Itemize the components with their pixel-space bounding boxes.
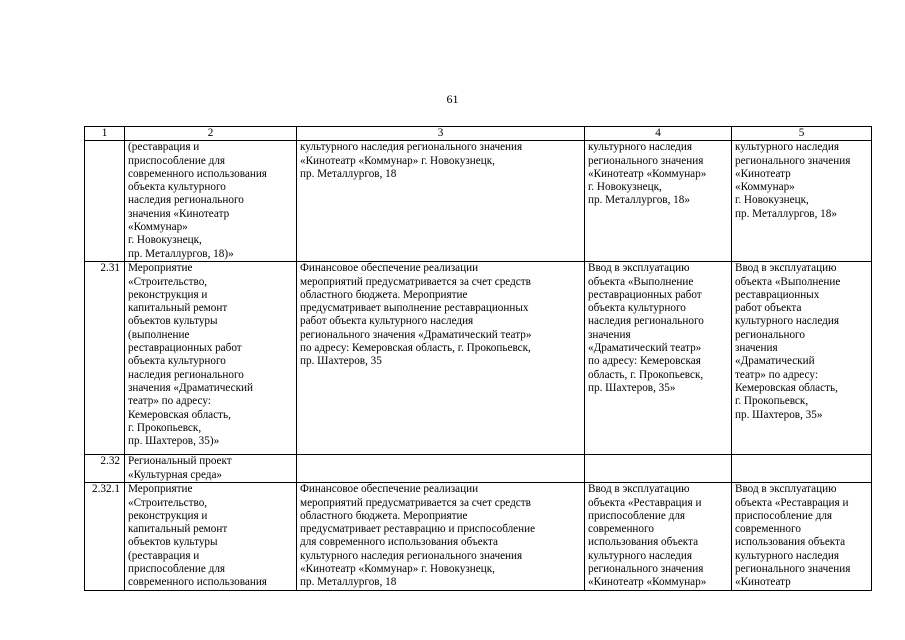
header-col-3: 3: [297, 127, 585, 141]
cell-text-line: пр. Металлургов, 18»: [588, 194, 690, 207]
cell-text-line: пр. Шахтеров, 35: [300, 355, 382, 368]
row-number: 2.32.1: [85, 483, 125, 591]
cell-text-line: «Строительство,: [128, 275, 208, 288]
cell-text-line: пр. Металлургов, 18)»: [128, 247, 234, 260]
cell-text-line: культурного наследия: [588, 549, 692, 562]
cell-text-line: пр. Шахтеров, 35»: [735, 408, 823, 421]
cell-text-line: капитальный ремонт: [128, 302, 228, 315]
cell-text-line: культурного наследия: [735, 549, 839, 562]
cell-text-line: пр. Металлургов, 18»: [735, 207, 837, 220]
description-cell: [297, 262, 585, 455]
cell-text-line: «Кинотеатр: [735, 576, 791, 589]
cell-text-line: регионального значения «Драматический театр»: [300, 328, 532, 341]
cell-text-line: предусматривает реставрацию и приспособление: [300, 523, 536, 536]
cell-text-line: современного: [735, 523, 801, 536]
cell-text-line: «Культурная среда»: [128, 468, 223, 481]
measure-name-cell: [125, 455, 297, 483]
cell-text-line: областного бюджета. Мероприятие: [300, 509, 468, 522]
cell-text-line: (реставрация и: [128, 549, 200, 562]
cell-text-line: г. Новокузнецк,: [735, 194, 809, 207]
header-col-4: 4: [585, 127, 732, 141]
indicator-cell: [732, 141, 872, 262]
cell-text-line: «Кинотеатр «Коммунар» г. Новокузнецк,: [300, 563, 495, 576]
cell-text-line: г. Новокузнецк,: [588, 181, 662, 194]
description-cell: [297, 483, 585, 591]
cell-text-line: «Кинотеатр: [735, 167, 791, 180]
cell-text-line: (выполнение: [128, 328, 190, 341]
measure-name-cell: [125, 141, 297, 262]
cell-text-line: реставрационных работ: [128, 342, 242, 355]
cell-text-line: объекта «Реставрация и: [735, 496, 849, 509]
result-cell: [585, 483, 732, 591]
cell-text-line: «Драматический театр»: [588, 342, 702, 355]
cell-text-line: Финансовое обеспечение реализации: [300, 262, 479, 275]
cell-text-line: пр. Металлургов, 18: [300, 576, 397, 589]
cell-text-line: Ввод в эксплуатацию: [588, 262, 690, 275]
cell-text-line: наследия регионального: [588, 315, 704, 328]
cell-text-line: объекта «Выполнение: [588, 275, 694, 288]
cell-text-line: предусматривает выполнение реставрационных: [300, 302, 529, 315]
result-cell: [585, 141, 732, 262]
cell-text-line: значения «Драматический: [128, 381, 254, 394]
result-cell: [585, 455, 732, 483]
cell-text-line: объекта культурного: [588, 302, 686, 315]
cell-text-line: объекта «Реставрация и: [588, 496, 702, 509]
table-row: [85, 141, 872, 262]
cell-text-line: культурного наследия: [735, 141, 839, 154]
cell-text-line: приспособление для: [128, 563, 226, 576]
cell-text-line: культурного наследия регионального значения: [300, 549, 523, 562]
cell-text-line: приспособление для: [128, 154, 226, 167]
cell-text-line: по адресу: Кемеровская: [588, 355, 701, 368]
cell-text-line: (реставрация и: [128, 141, 200, 154]
cell-text-line: значения «Кинотеатр: [128, 207, 230, 220]
cell-text-line: приспособление для: [735, 509, 833, 522]
cell-text-line: «Кинотеатр «Коммунар» г. Новокузнецк,: [300, 154, 495, 167]
header-col-2: 2: [125, 127, 297, 141]
cell-text-line: «Кинотеатр «Коммунар»: [588, 167, 707, 180]
cell-text-line: «Коммунар»: [128, 221, 188, 234]
cell-text-line: г. Новокузнецк,: [128, 234, 202, 247]
cell-text-line: работ объекта культурного наследия: [300, 315, 474, 328]
cell-text-line: регионального значения: [735, 154, 851, 167]
cell-text-line: современного: [588, 523, 654, 536]
row-number: 2.32: [85, 455, 125, 483]
cell-text-line: объекта культурного: [128, 181, 226, 194]
cell-text-line: наследия регионального: [128, 368, 244, 381]
cell-text-line: регионального значения: [588, 154, 704, 167]
cell-text-line: регионального: [735, 328, 805, 341]
cell-text-line: реставрационных: [735, 288, 820, 301]
indicator-cell: [732, 262, 872, 455]
cell-text-line: «Строительство,: [128, 496, 208, 509]
cell-text-line: театр» по адресу:: [128, 395, 211, 408]
cell-text-line: «Коммунар»: [735, 181, 795, 194]
cell-text-line: капитальный ремонт: [128, 523, 228, 536]
cell-text-line: Ввод в эксплуатацию: [588, 483, 690, 496]
cell-text-line: наследия регионального: [128, 194, 244, 207]
cell-text-line: Ввод в эксплуатацию: [735, 483, 837, 496]
description-cell: [297, 141, 585, 262]
cell-text-line: использования объекта: [735, 536, 846, 549]
cell-text-line: театр» по адресу:: [735, 368, 818, 381]
cell-text-line: значения: [735, 342, 778, 355]
cell-text-line: приспособление для: [588, 509, 686, 522]
result-cell: [585, 262, 732, 455]
cell-text-line: реконструкция и: [128, 288, 208, 301]
table-row: [85, 483, 872, 591]
row-number: [85, 141, 125, 262]
cell-text-line: пр. Металлургов, 18: [300, 167, 397, 180]
cell-text-line: Кемеровская область,: [128, 408, 231, 421]
cell-text-line: значения: [588, 328, 631, 341]
cell-text-line: регионального значения: [588, 563, 704, 576]
cell-text-line: по адресу: Кемеровская область, г. Прокопьевск,: [300, 342, 531, 355]
cell-text-line: пр. Шахтеров, 35)»: [128, 435, 220, 448]
cell-text-line: объекта культурного: [128, 355, 226, 368]
cell-text-line: «Драматический: [735, 355, 815, 368]
cell-text-line: культурного наследия регионального значения: [300, 141, 523, 154]
table-header-row: [85, 127, 872, 141]
cell-text-line: пр. Шахтеров, 35»: [588, 381, 676, 394]
cell-text-line: для современного использования объекта: [300, 536, 499, 549]
cell-text-line: культурного наследия: [588, 141, 692, 154]
description-cell: [297, 455, 585, 483]
row-number: 2.31: [85, 262, 125, 455]
cell-text-line: Региональный проект: [128, 455, 232, 468]
cell-text-line: реставрационных работ: [588, 288, 702, 301]
measure-name-cell: [125, 483, 297, 591]
table-row: [85, 455, 872, 483]
cell-text-line: современного использования: [128, 167, 267, 180]
cell-text-line: Финансовое обеспечение реализации: [300, 483, 479, 496]
cell-text-line: мероприятий предусматривается за счет средств: [300, 275, 531, 288]
cell-text-line: «Кинотеатр «Коммунар»: [588, 576, 707, 589]
cell-text-line: регионального значения: [735, 563, 851, 576]
cell-text-line: областного бюджета. Мероприятие: [300, 288, 468, 301]
cell-text-line: мероприятий предусматривается за счет средств: [300, 496, 531, 509]
indicator-cell: [732, 483, 872, 591]
cell-text-line: область, г. Прокопьевск,: [588, 368, 704, 381]
measure-name-cell: [125, 262, 297, 455]
cell-text-line: объектов культуры: [128, 315, 218, 328]
page-number: 61: [446, 92, 459, 106]
cell-text-line: объектов культуры: [128, 536, 218, 549]
header-col-1: 1: [85, 127, 125, 141]
cell-text-line: г. Прокопьевск,: [128, 421, 202, 434]
measures-table: [84, 126, 872, 591]
cell-text-line: Кемеровская область,: [735, 381, 838, 394]
cell-text-line: работ объекта: [735, 302, 802, 315]
cell-text-line: использования объекта: [588, 536, 699, 549]
table-row: [85, 262, 872, 455]
cell-text-line: современного использования: [128, 576, 267, 589]
header-col-5: 5: [732, 127, 872, 141]
cell-text-line: г. Прокопьевск,: [735, 395, 809, 408]
cell-text-line: Ввод в эксплуатацию: [735, 262, 837, 275]
cell-text-line: объекта «Выполнение: [735, 275, 841, 288]
cell-text-line: Мероприятие: [128, 262, 193, 275]
cell-text-line: культурного наследия: [735, 315, 839, 328]
cell-text-line: Мероприятие: [128, 483, 193, 496]
indicator-cell: [732, 455, 872, 483]
cell-text-line: реконструкция и: [128, 509, 208, 522]
